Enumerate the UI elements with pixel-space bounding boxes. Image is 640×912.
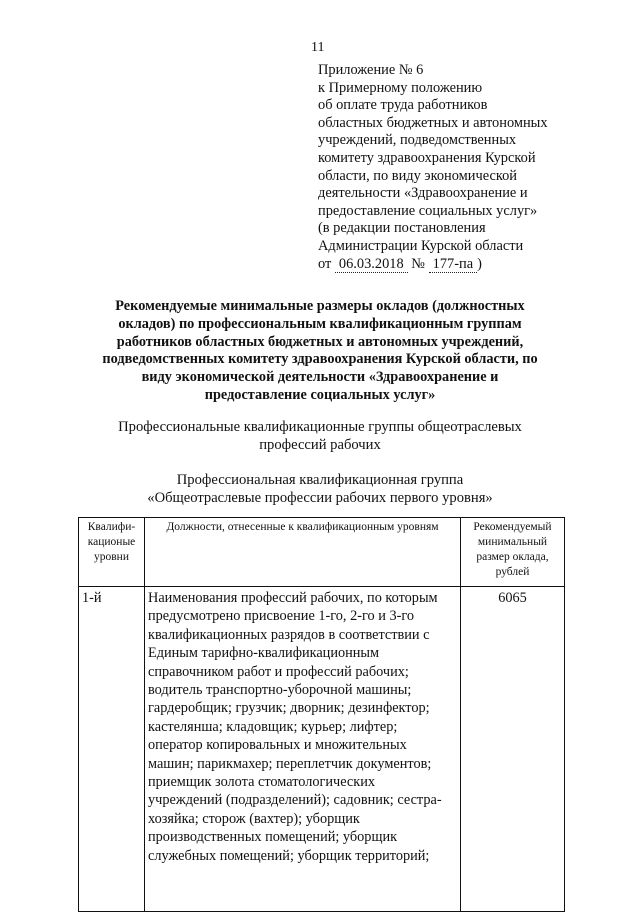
title-line: виду экономической деятельности «Здравоохранение и <box>141 369 499 386</box>
title-line: подведомственных комитету здравоохранения Курской области, по <box>102 351 538 368</box>
appendix-line: Администрации Курской области <box>318 237 524 254</box>
header-line: рублей <box>495 566 530 578</box>
salary-value: 6065 <box>461 587 565 912</box>
appendix-line: областных бюджетных и автономных <box>318 114 548 131</box>
section-title-line: профессий рабочих <box>259 437 381 453</box>
positions-line: машин; парикмахер; переплетчик документов; <box>148 755 432 772</box>
section-title-line: Профессиональные квалификационные группы общеотраслевых <box>118 419 522 435</box>
positions-line: оператор копировальных и множительных <box>148 737 407 754</box>
appendix-line: учреждений, подведомственных <box>318 132 517 149</box>
positions-line: хозяйка; сторож (вахтер); уборщик <box>148 810 360 827</box>
appendix-line: об оплате труда работников <box>318 97 488 114</box>
header-line: минимальный <box>477 536 548 548</box>
appendix-date-line <box>318 256 608 274</box>
header-line: Рекомендуемый <box>473 521 552 533</box>
title-line: работников областных бюджетных и автономных учреждений, <box>116 333 524 350</box>
title-line: окладов) по профессиональным квалификационным группам <box>118 315 522 332</box>
appendix-line: комитету здравоохранения Курской <box>318 149 536 166</box>
header-line: уровни <box>94 551 129 563</box>
positions-line: справочником работ и профессий рабочих; <box>148 663 409 680</box>
date-prefix: от <box>318 255 332 272</box>
appendix-line: деятельности «Здравоохранение и <box>318 185 528 202</box>
positions-cell <box>145 587 461 912</box>
positions-line: производственных помещений; уборщик <box>148 829 398 846</box>
positions-line: квалификационных разрядов в соответствии с <box>148 626 430 643</box>
header-salary <box>461 518 565 587</box>
qualification-level: 1-й <box>79 587 145 912</box>
header-line: Квалифи- <box>87 521 136 533</box>
positions-line: Единым тарифно-квалификационным <box>148 645 380 662</box>
positions-line: кастелянша; кладовщик; курьер; лифтер; <box>148 718 398 735</box>
document-title <box>80 298 560 405</box>
header-line: Должности, отнесенные к квалификационным уровням <box>166 521 439 533</box>
header-positions <box>145 518 461 587</box>
group-title-line: «Общеотраслевые профессии рабочих первого уровня» <box>147 490 493 506</box>
header-qualification-levels <box>79 518 145 587</box>
appendix-line: Приложение № 6 <box>318 62 424 78</box>
title-line: предоставление социальных услуг» <box>204 386 436 403</box>
positions-line: Наименования профессий рабочих, по которым <box>148 590 438 606</box>
table-row <box>79 587 565 912</box>
resolution-number: 177-па <box>429 256 477 273</box>
group-title-line: Профессиональная квалификационная группа <box>176 472 464 488</box>
section-title <box>80 418 560 454</box>
positions-line: служебных помещений; уборщик территорий; <box>148 847 430 864</box>
header-line: размер оклада, <box>476 551 549 563</box>
positions-line: предусмотрено присвоение 1-го, 2-го и 3-го <box>148 608 415 625</box>
header-line: кационые <box>87 536 136 548</box>
qualification-table <box>78 517 565 912</box>
number-prefix: № <box>411 255 426 272</box>
title-line: Рекомендуемые минимальные размеры окладов (должностных <box>115 298 525 314</box>
table-header-row <box>79 518 565 587</box>
closing-paren: ) <box>477 255 482 272</box>
appendix-header <box>318 62 608 273</box>
positions-line: приемщик золота стоматологических <box>148 774 375 791</box>
appendix-line: области, по виду экономической <box>318 167 517 184</box>
appendix-line: предоставление социальных услуг» <box>318 202 538 219</box>
appendix-line: (в редакции постановления <box>318 220 486 237</box>
positions-line: гардеробщик; грузчик; дворник; дезинфектор; <box>148 700 430 717</box>
group-title <box>80 471 560 507</box>
positions-line: учреждений (подразделений); садовник; сестра- <box>148 792 442 809</box>
page-number: 11 <box>311 40 325 55</box>
positions-line: водитель транспортно-уборочной машины; <box>148 682 412 699</box>
appendix-line: к Примерному положению <box>318 79 483 96</box>
resolution-date: 06.03.2018 <box>335 256 408 273</box>
